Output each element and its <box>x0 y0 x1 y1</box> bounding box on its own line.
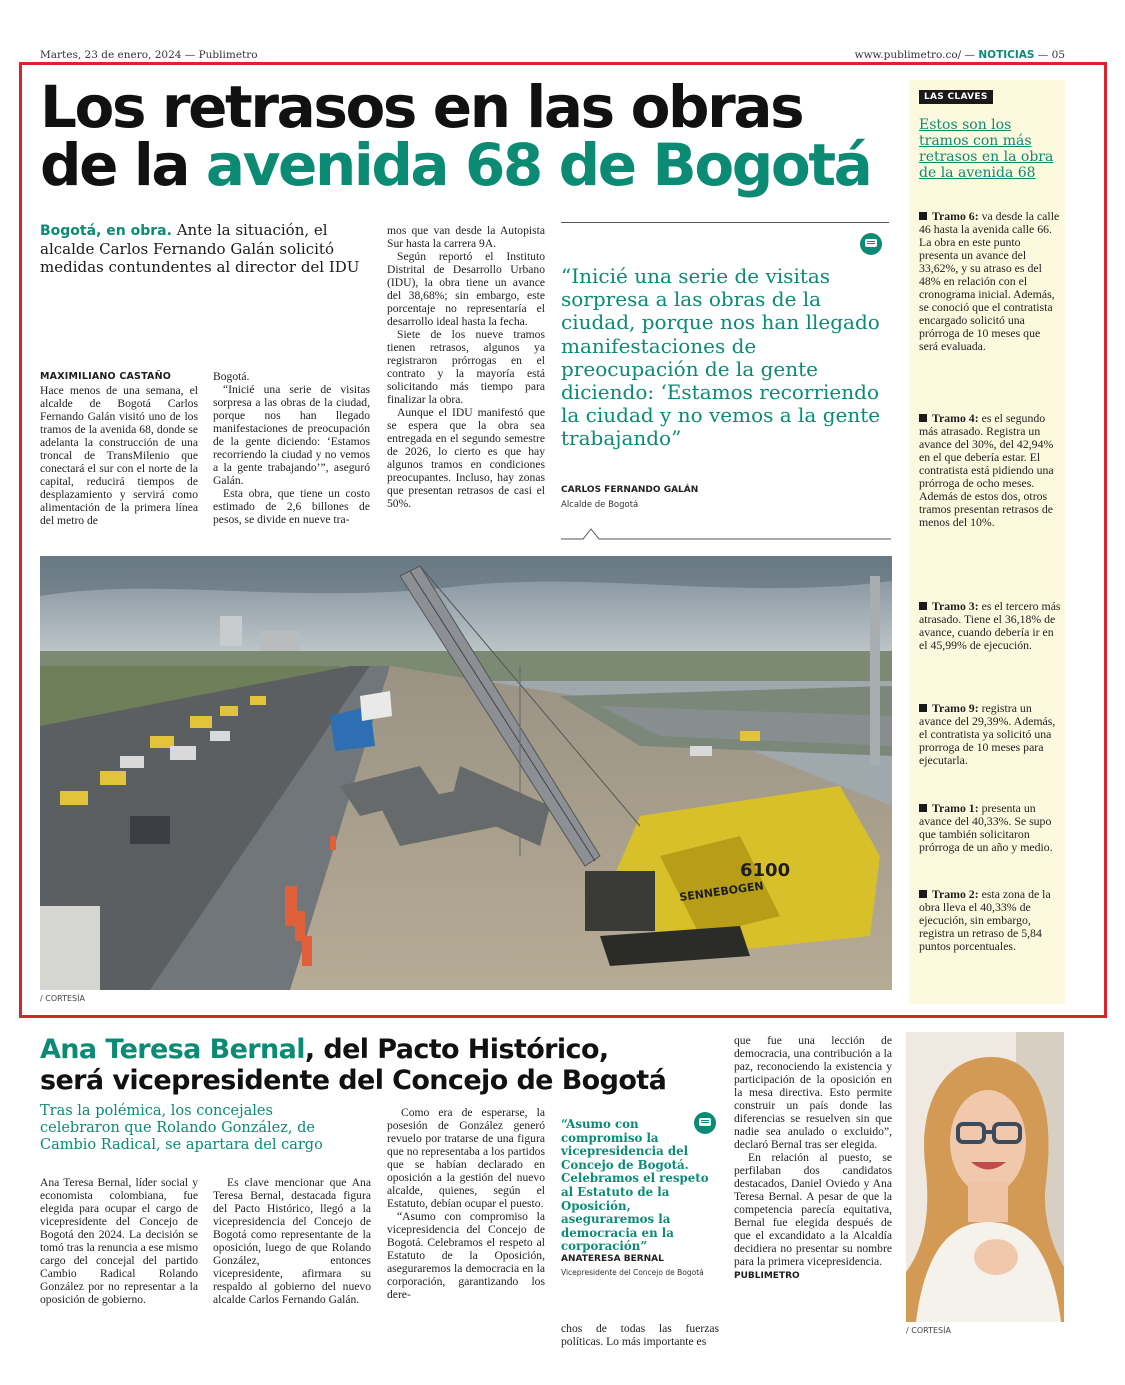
quote-top-rule <box>561 222 889 223</box>
sidebar-item <box>919 888 1061 953</box>
second-pull-quote: “Asumo con compromiso la vicepresidencia del Concejo de Bogotá. Celebramos el respeto al Estatuto de la Oposición, aseguraremos la democracia en la corporación” <box>561 1117 709 1254</box>
sidebar-item-text: registra un avance del 29,39%. Además, el contratista ya solicitó una prorroga de 10 meses para ejecutarla. <box>919 701 1056 767</box>
sidebar-item-text: es el segundo más atrasado. Registra un avance del 30%, del 42,94% en el que debería estar. El contratista está pidiendo una prórroga de ocho meses. Además de estos dos, otros tramos presentan retrasos de menos del 10%. <box>919 411 1054 529</box>
quote-author-role: Alcalde de Bogotá <box>561 500 639 510</box>
second-column-3 <box>387 1106 545 1301</box>
folio-right <box>855 49 1065 61</box>
construction-photo <box>40 556 892 990</box>
key-points-sidebar <box>909 80 1065 1004</box>
headline-line-2-plain: de la <box>40 131 206 199</box>
sidebar-item <box>919 412 1061 529</box>
folio-date: Martes, 23 de enero, 2024 — Publimetro <box>40 49 258 61</box>
body-paragraph: “Inicié una serie de visitas sorpresa a las obras de la ciudad, porque nos han llegado manifestaciones de preocupación de la gente diciendo: ‘Estamos recorriendo la ciudad y no vemos a la gente trabajando’”, aseguró Galán. <box>213 383 370 487</box>
second-column-5 <box>734 1034 892 1283</box>
bullet-square-icon <box>919 414 927 422</box>
crane-brand: SENNEBOGEN <box>678 879 765 904</box>
portrait-image <box>906 1032 1064 1322</box>
body-paragraph: Bogotá. <box>213 370 250 383</box>
second-column-2 <box>213 1176 371 1306</box>
sidebar-item-text: es el tercero más atrasado. Tiene el 36,18% de avance, cuando debería ir en el 45,99% de ejecución. <box>919 599 1061 652</box>
sidebar-item-label: Tramo 3: <box>932 599 979 613</box>
speech-bubble-icon <box>860 233 882 255</box>
deck-text: Ante la situación, el alcalde Carlos Fernando Galán solicitó medidas contundentes al director del IDU <box>40 221 360 276</box>
deck-lead: Bogotá, en obra. <box>40 223 172 239</box>
body-paragraph: que fue una lección de democracia, una contribución a la paz, reconociendo la existencia y participación de la oposición en la mesa directiva. Esto permite construir un país donde las diferencias se resuelven sin que nadie sea anulado o excluido”, declaró Bernal tras ser elegida. <box>734 1034 892 1151</box>
second-deck: Tras la polémica, los concejales celebraron que Rolando González, de Cambio Radical, se apartara del cargo <box>40 1103 323 1153</box>
folio-page: — 05 <box>1037 49 1065 61</box>
main-headline <box>40 73 900 199</box>
bullet-square-icon <box>919 890 927 898</box>
sidebar-item <box>919 702 1061 767</box>
second-headline-line-2: será vicepresidente del Concejo de Bogotá <box>40 1065 667 1096</box>
body-paragraph: Siete de los nueve tramos tienen retrasos, algunos ya registraron prórrogas en el contrato y la mayoría está solicitando más tiempo para finalizar la obra. <box>387 328 545 406</box>
pull-quote: “Inicié una serie de visitas sorpresa a las obras de la ciudad, porque nos han llegado manifestaciones de preocupación de la gente diciendo: ‘Estamos recorriendo la ciudad y no vemos a la gente trabajando” <box>561 264 881 451</box>
sidebar-item-text: va desde la calle 46 hasta la avenida calle 66. La obra en este punto presenta un avance del 33,62%, y su atraso es del 48% en relación con el cronograma inicial. Además, se conoció que el contratista encargado solicitó una prórroga de 10 meses que será evaluada. <box>919 209 1060 353</box>
body-paragraph: Como era de esperarse, la posesión de González generó revuelo por tratarse de una figura que no representaba a los partidos que se habían declarado en oposición a la gestión del nuevo alcalde, quienes, según el Estatuto, debían ocupar el puesto. <box>387 1106 545 1210</box>
second-quote-author: ANATERESA BERNAL <box>561 1254 664 1264</box>
sidebar-item-text: esta zona de la obra lleva el 40,33% de ejecución, sin embargo, registra un retraso de 5,84 puntos porcentuales. <box>919 887 1051 953</box>
second-column-4-continuation <box>561 1322 719 1348</box>
headline-line-2 <box>40 131 900 199</box>
main-deck <box>40 221 370 276</box>
sidebar-item-text: presenta un avance del 40,33%. Se supo que también solicitaron prórroga de un año y medio. <box>919 801 1053 854</box>
bullet-square-icon <box>919 212 927 220</box>
sidebar-item-label: Tramo 1: <box>932 801 979 815</box>
construction-scene-image <box>40 556 892 990</box>
body-column-2 <box>213 370 370 526</box>
portrait-photo <box>906 1032 1064 1322</box>
quote-author: CARLOS FERNANDO GALÁN <box>561 485 699 495</box>
bullet-square-icon <box>919 602 927 610</box>
sidebar-item-label: Tramo 2: <box>932 887 979 901</box>
byline: MAXIMILIANO CASTAÑO <box>40 371 172 382</box>
body-paragraph: mos que van desde la Autopista Sur hasta la carrera 9A. <box>387 224 545 250</box>
sidebar-item <box>919 600 1061 652</box>
sidebar-tag: LAS CLAVES <box>919 90 993 104</box>
signoff: PUBLIMETRO <box>734 1271 800 1281</box>
body-paragraph: Según reportó el Instituto Distrital de Desarrollo Urbano (IDU), la obra tiene un avance del 38,68%; sin embargo, este porcentaje no representaría el desarrollo ideal hasta la fecha. <box>387 250 545 328</box>
photo-credit: / CORTESÍA <box>40 994 85 1003</box>
bullet-square-icon <box>919 804 927 812</box>
folio-section: NOTICIAS <box>978 49 1035 61</box>
body-paragraph: Es clave mencionar que Ana Teresa Bernal, destacada figura del Pacto Histórico, llegó a la vicepresidencia del Concejo de Bogotá como representante de la oposición, luego de que Rolando González, entonces vicepresidente, afirmara su respaldo al gobierno del nuevo alcalde Carlos Fernando Galán. <box>213 1176 371 1306</box>
second-headline-highlight: Ana Teresa Bernal <box>40 1034 305 1065</box>
body-paragraph: Aunque el IDU manifestó que se espera que la obra sea entregada en el segundo semestre de 2026, lo cierto es que hay algunos tramos en condiciones preocupantes. Incluso, hay zonas que presentan retrasos de casi el 50%. <box>387 406 545 510</box>
quote-bottom-rule <box>561 525 891 541</box>
body-column-1 <box>40 370 198 527</box>
bullet-square-icon <box>919 704 927 712</box>
headline-highlight: avenida 68 de Bogotá <box>205 131 871 199</box>
body-column-3 <box>387 224 545 510</box>
second-headline-line-1 <box>40 1034 730 1065</box>
portrait-credit: / CORTESÍA <box>906 1326 951 1335</box>
crane-model-number: 6100 <box>740 860 791 881</box>
body-paragraph: chos de todas las fuerzas políticas. Lo más importante es <box>561 1322 719 1348</box>
body-paragraph: Hace menos de una semana, el alcalde de Bogotá Carlos Fernando Galán visitó uno de los tramos de la avenida 68, donde se adelanta la construcción de una troncal de TransMilenio que conectará el sur con el norte de la capital, reducirá tiempos de desplazamiento y servirá como alimentación de la primera línea del metro de <box>40 384 198 527</box>
sidebar-item-label: Tramo 6: <box>932 209 979 223</box>
second-headline <box>40 1034 730 1096</box>
headline-line-1: Los retrasos en las obras <box>40 73 803 141</box>
second-quote-author-role: Vicepresidente del Concejo de Bogotá <box>561 1268 704 1277</box>
body-paragraph: Ana Teresa Bernal, líder social y economista colombiana, fue elegida para ocupar el cargo de vicepresidente del Concejo de Bogotá den 2024. La decisión se tomó tras la renuncia a ese mismo cargo del concejal del partido Cambio Radical Rolando González por no representar a la oposición de gobierno. <box>40 1176 198 1306</box>
body-paragraph: En relación al puesto, se perfilaban dos candidatos destacados, Daniel Oviedo y Ana Teresa Bernal. A pesar de que la competencia parecía equitativa, Bernal fue elegida después de que el excandidato a la Alcaldía decidiera no presentar su nombre para la primera vicepresidencia. <box>734 1151 892 1268</box>
folio-url[interactable]: www.publimetro.co/ — <box>854 49 976 61</box>
second-headline-rest: , del Pacto Histórico, <box>304 1034 609 1065</box>
sidebar-title: Estos son los tramos con más retrasos en la obra de la avenida 68 <box>919 117 1054 181</box>
body-paragraph: Esta obra, que tiene un costo estimado de 2,6 billones de pesos, se divide en nueve tra- <box>213 487 370 526</box>
sidebar-item <box>919 210 1061 353</box>
sidebar-item-label: Tramo 9: <box>932 701 979 715</box>
body-paragraph: “Asumo con compromiso la vicepresidencia del Concejo de Bogotá. Celebramos el respeto al Estatuto de la Oposición, aseguraremos la democracia en la corporación, garantizando los dere- <box>387 1210 545 1301</box>
sidebar-item <box>919 802 1061 854</box>
second-column-1 <box>40 1176 198 1306</box>
sidebar-item-label: Tramo 4: <box>932 411 979 425</box>
